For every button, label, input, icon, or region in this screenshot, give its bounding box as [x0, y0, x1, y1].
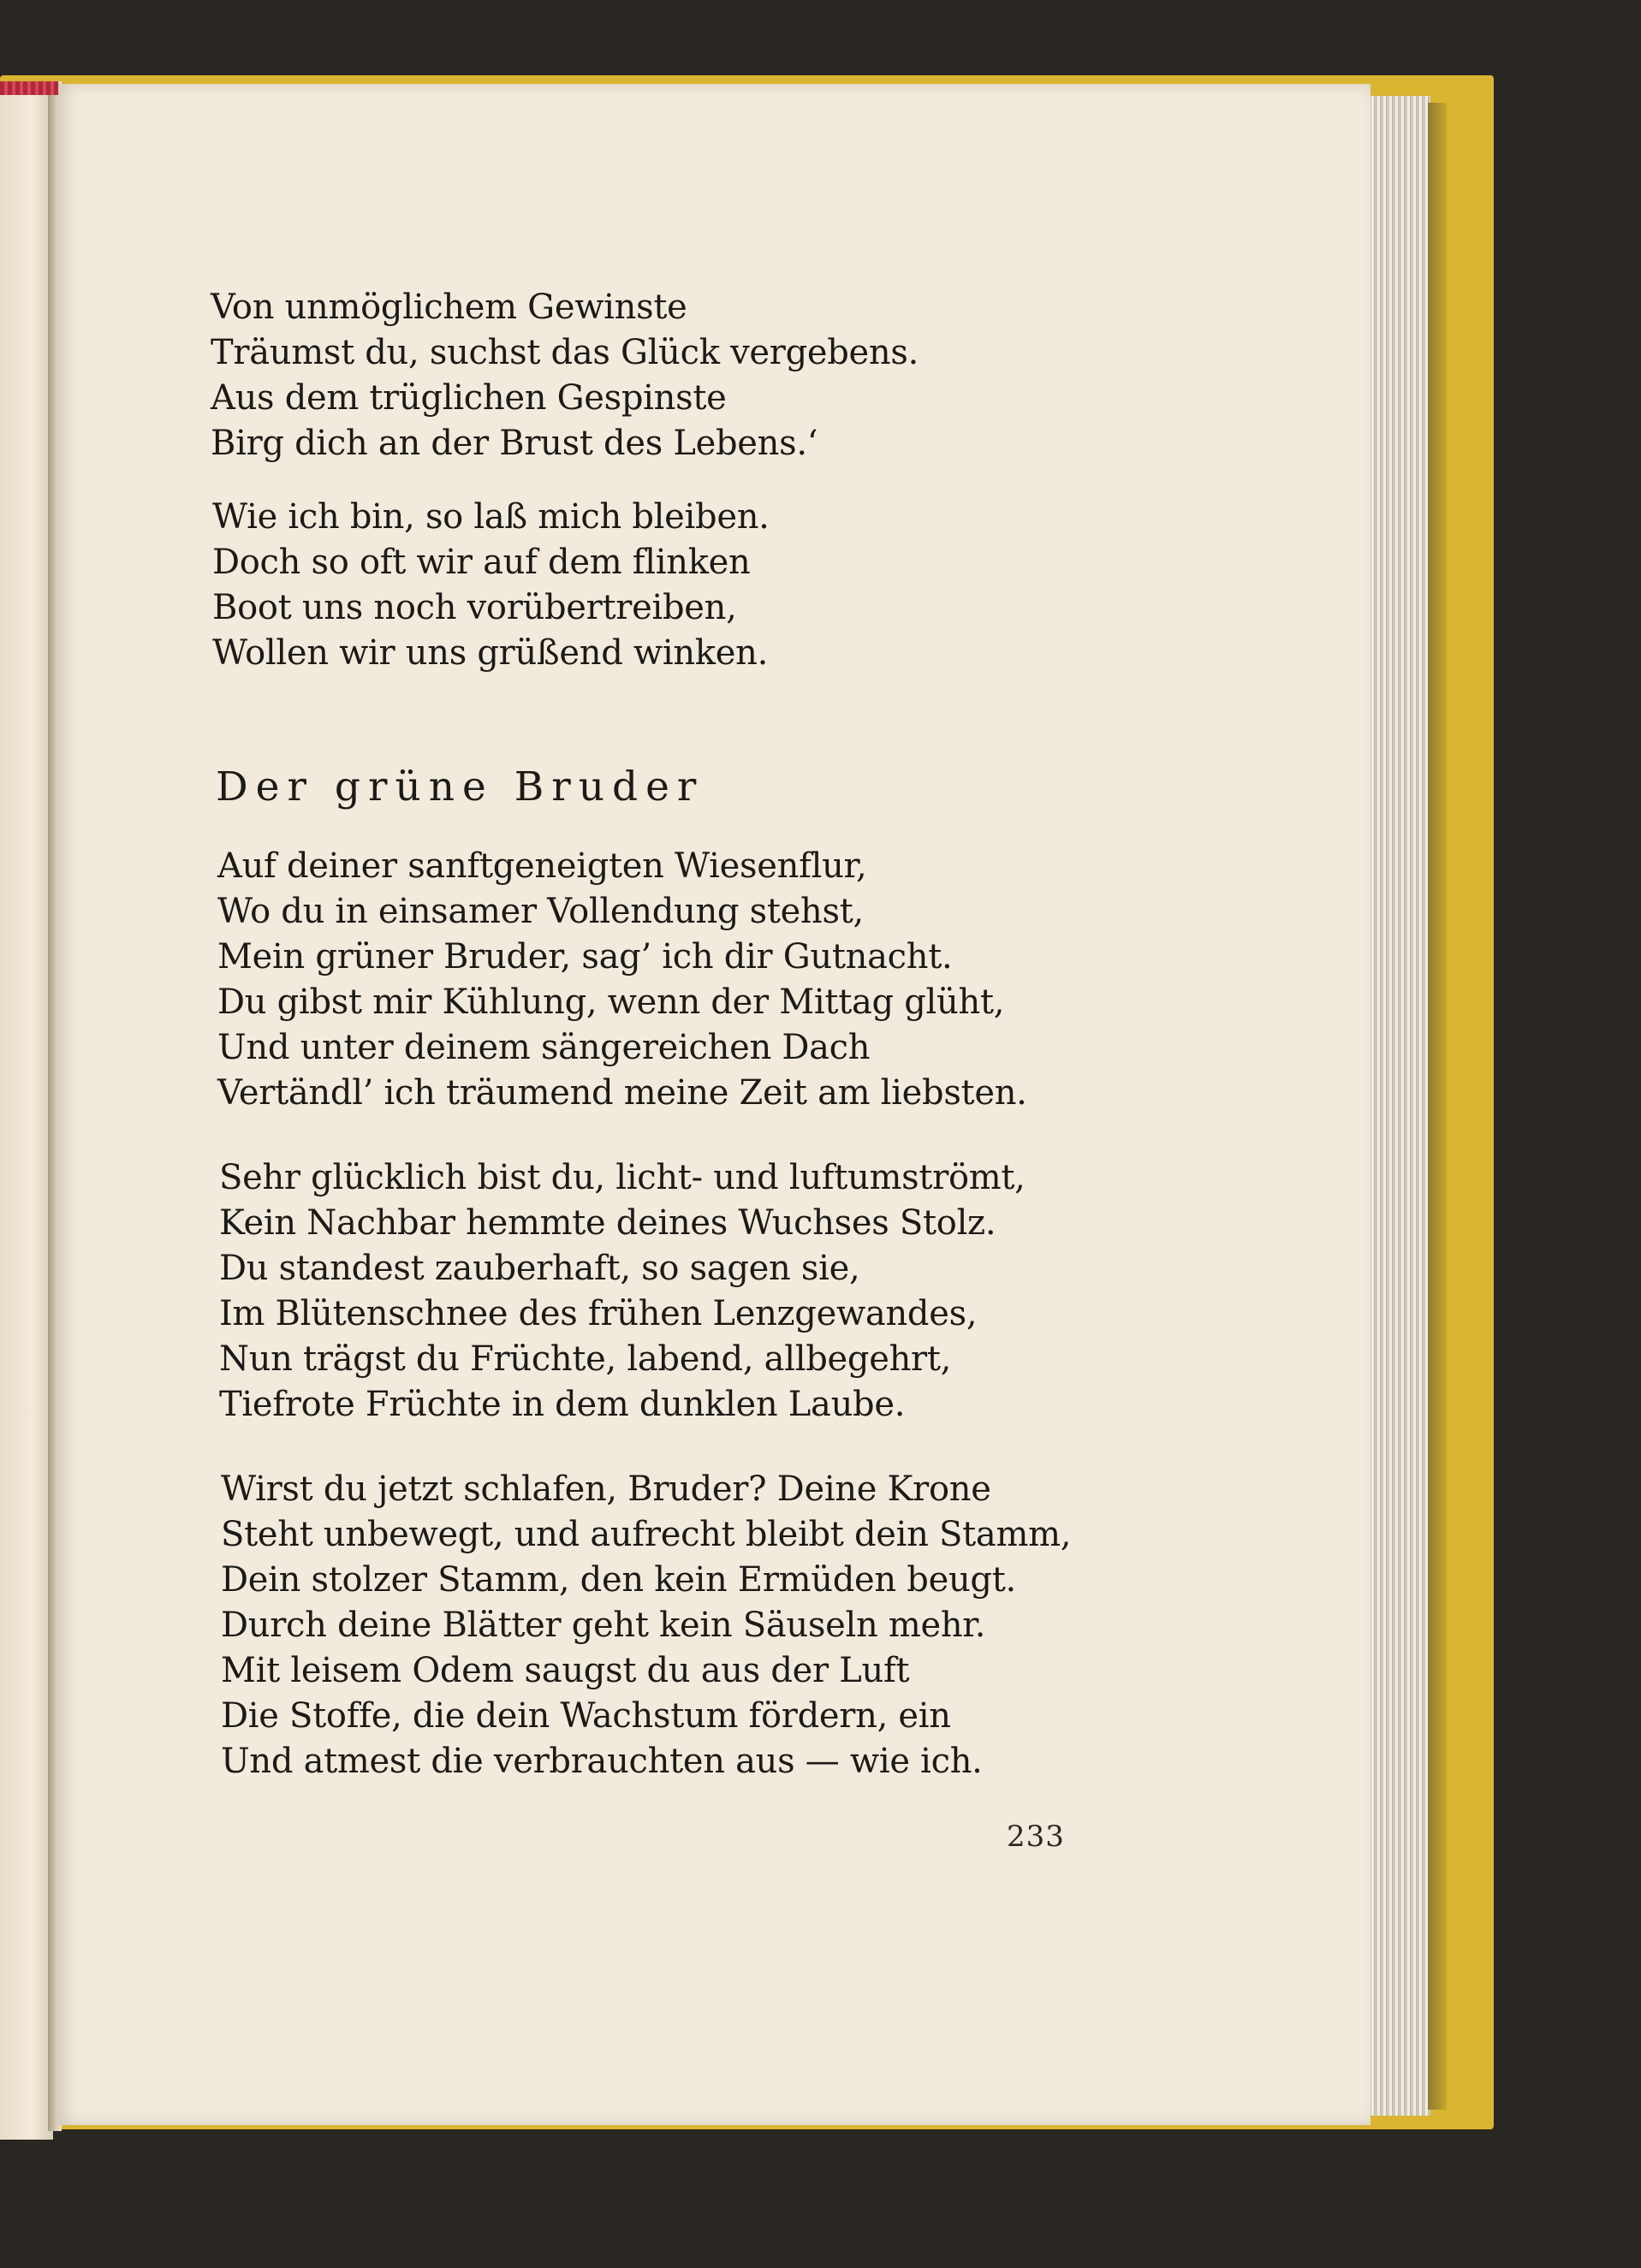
poem-line: Boot uns noch vorübertreiben,: [212, 588, 737, 627]
poem-line: Auf deiner sanftgeneigten Wiesenflur,: [217, 846, 867, 886]
poem-line: Die Stoffe, die dein Wachstum fördern, ein: [221, 1696, 951, 1736]
poem-line: Sehr glücklich bist du, licht- und luftumströmt,: [219, 1158, 1026, 1197]
poem-line: Du gibst mir Kühlung, wenn der Mittag glüht,: [217, 983, 1005, 1022]
previous-page-edge: [0, 81, 53, 2140]
poem-line: Nun trägst du Früchte, labend, allbegehrt,: [219, 1339, 952, 1379]
poem-line: Im Blütenschnee des frühen Lenzgewandes,: [219, 1294, 978, 1333]
poem-line: Dein stolzer Stamm, den kein Ermüden beugt.: [221, 1560, 1016, 1600]
poem-line: Mein grüner Bruder, sag’ ich dir Gutnacht.: [217, 937, 953, 977]
poem-line: Aus dem trüglichen Gespinste: [211, 378, 727, 418]
page-edges: [1368, 96, 1430, 2116]
poem-line: Und unter deinem sängereichen Dach: [217, 1028, 871, 1067]
poem-line: Wie ich bin, so laß mich bleiben.: [212, 497, 770, 537]
poem-line: Kein Nachbar hemmte deines Wuchses Stolz.: [219, 1203, 996, 1243]
poem-line: Doch so oft wir auf dem flinken: [212, 543, 751, 582]
cover-spine-shadow: [1428, 103, 1447, 2110]
poem-line: Du standest zauberhaft, so sagen sie,: [219, 1249, 860, 1288]
poem-title: Der grüne Bruder: [216, 763, 705, 810]
poem-line: Wirst du jetzt schlafen, Bruder? Deine Krone: [221, 1469, 991, 1509]
poem-line: Mit leisem Odem saugst du aus der Luft: [221, 1651, 910, 1690]
poem-line: Birg dich an der Brust des Lebens.‘: [211, 424, 818, 463]
poem-line: Und atmest die verbrauchten aus — wie ich.: [221, 1742, 983, 1781]
bookmark-ribbon: [0, 81, 58, 95]
poem-line: Träumst du, suchst das Glück vergebens.: [211, 333, 919, 372]
poem-line: Von unmöglichem Gewinste: [211, 288, 687, 327]
poem-line: Vertändl’ ich träumend meine Zeit am liebsten.: [217, 1073, 1027, 1113]
poem-line: Steht unbewegt, und aufrecht bleibt dein Stamm,: [221, 1515, 1072, 1554]
book-page: [58, 84, 1370, 2125]
poem-line: Tiefrote Früchte in dem dunklen Laube.: [219, 1385, 906, 1424]
poem-line: Durch deine Blätter geht kein Säuseln mehr.: [221, 1606, 986, 1645]
poem-line: Wo du in einsamer Vollendung stehst,: [217, 892, 864, 931]
page-number: 233: [1007, 1820, 1065, 1854]
poem-line: Wollen wir uns grüßend winken.: [212, 633, 768, 673]
